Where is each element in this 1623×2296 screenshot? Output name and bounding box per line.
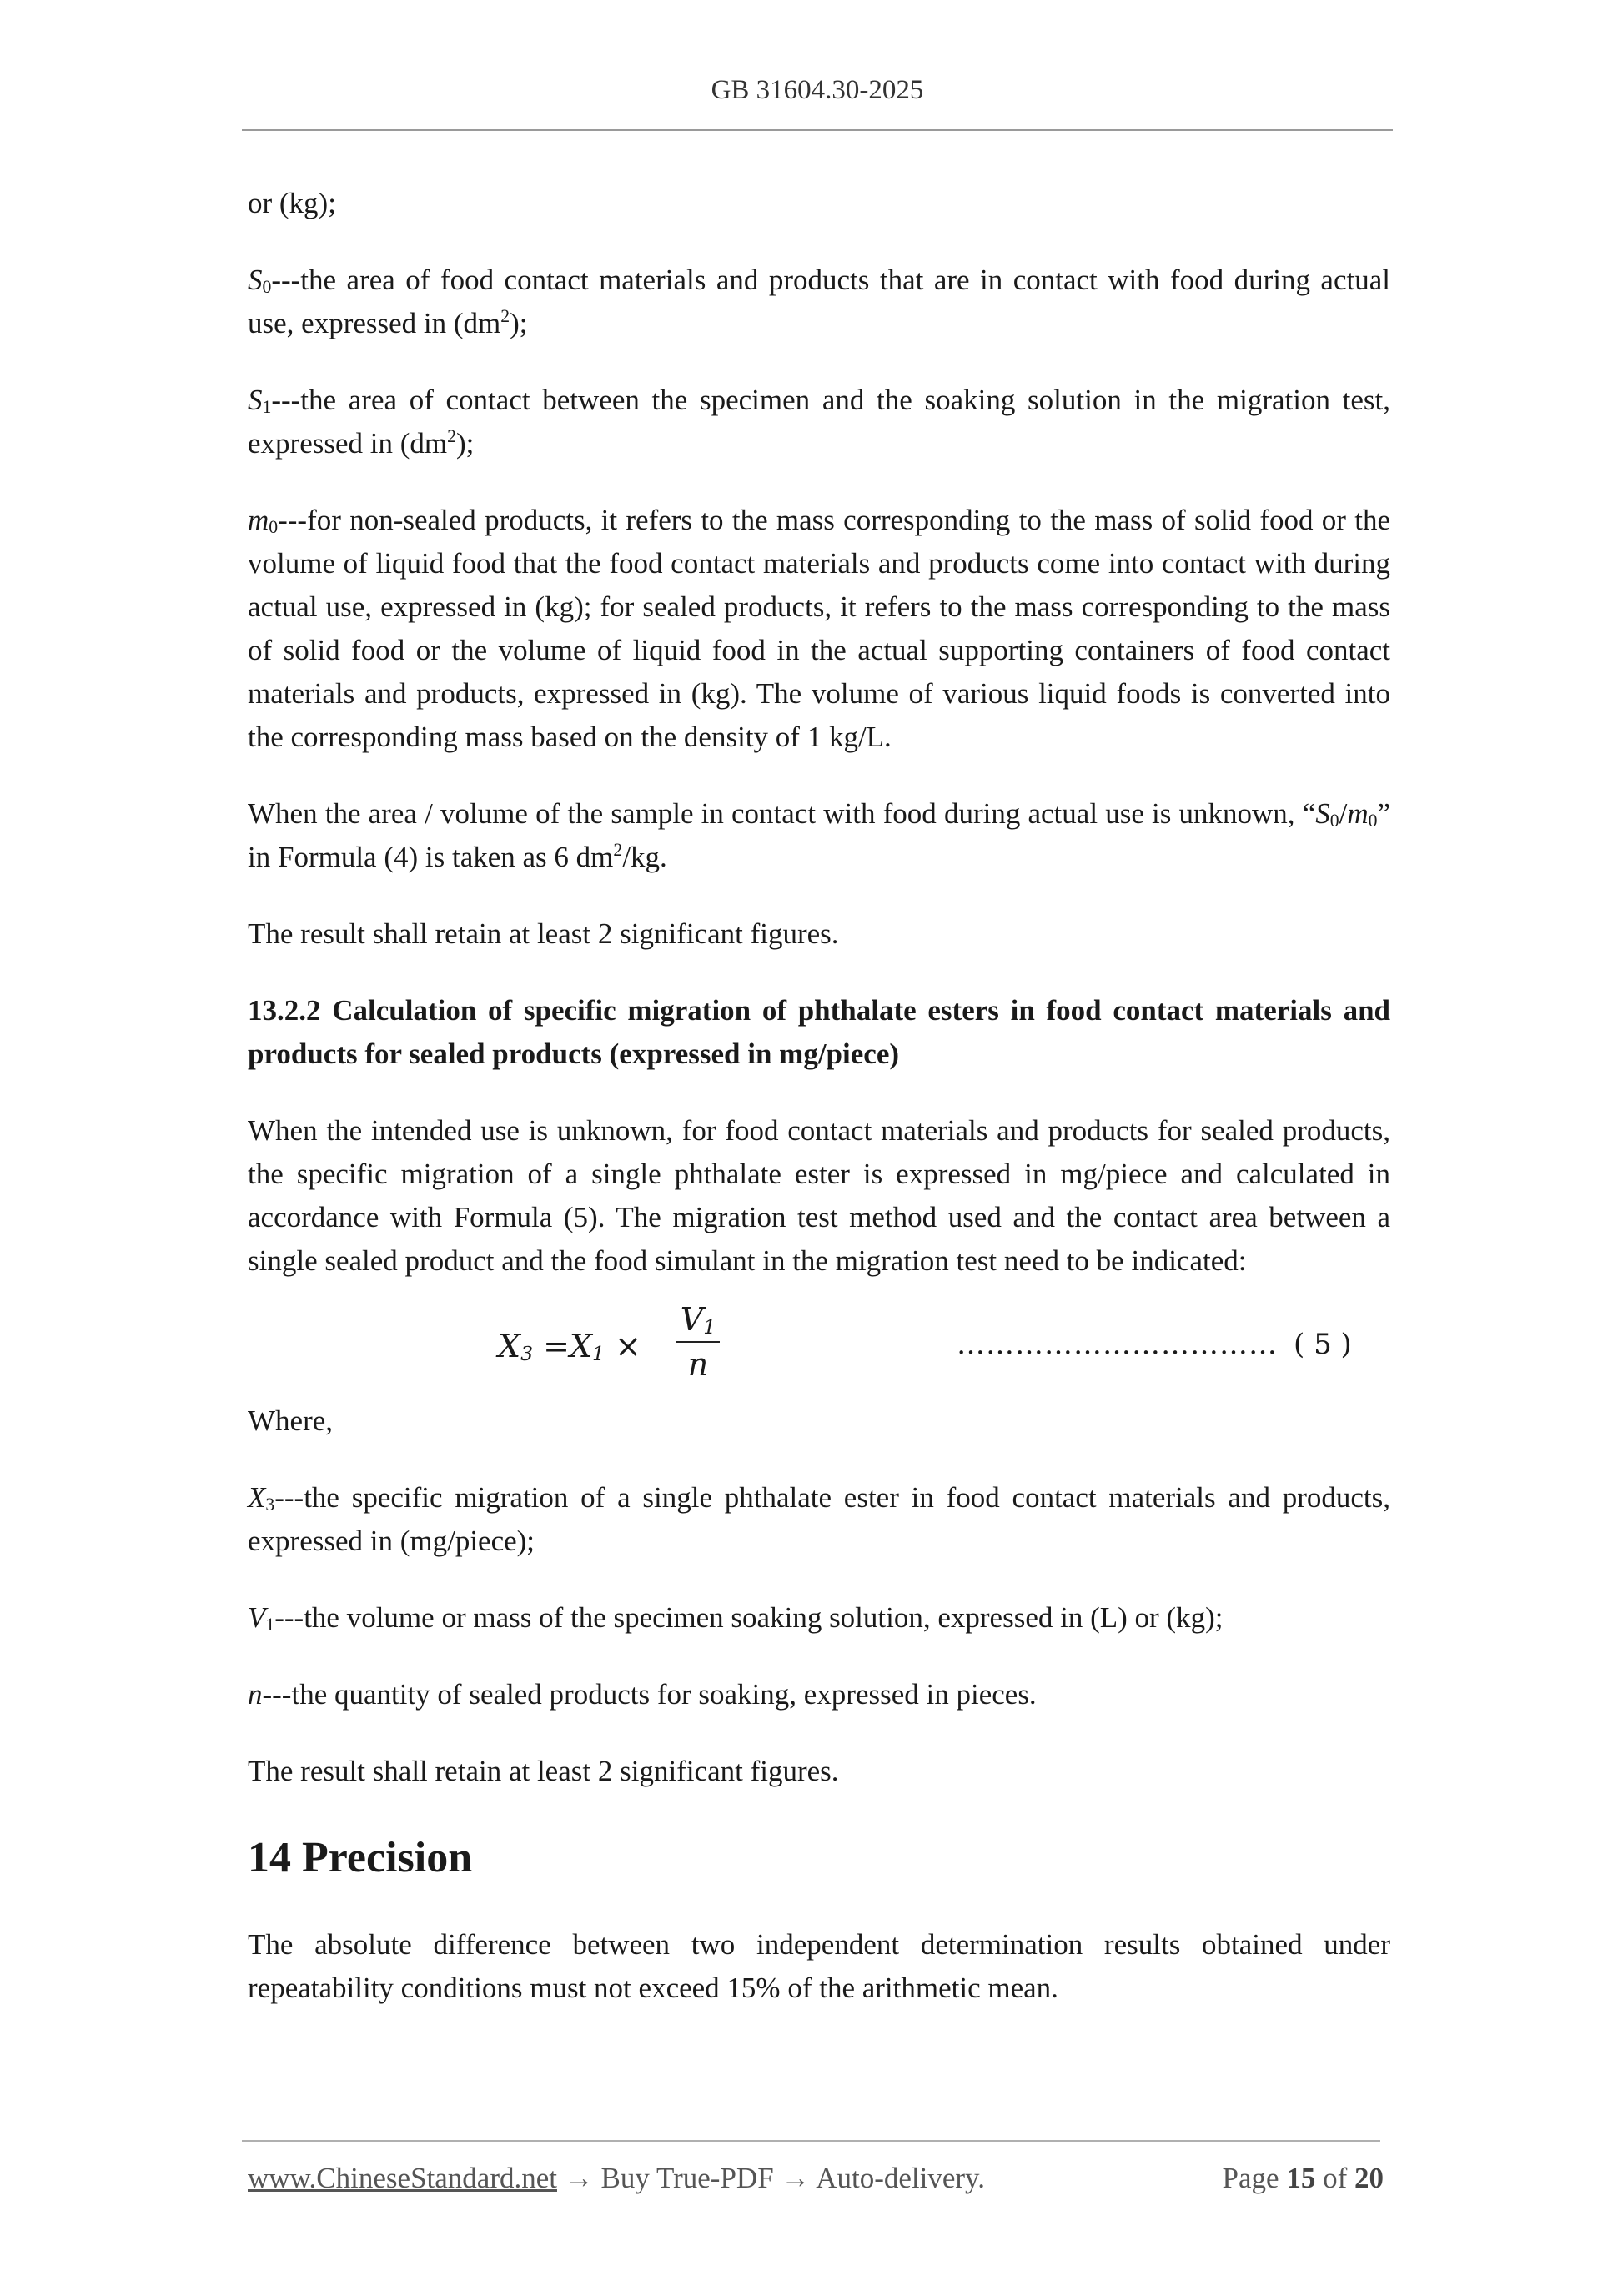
paragraph-unit-continuation: or (kg); — [248, 187, 336, 219]
subscript: 0 — [1329, 810, 1339, 831]
document-header: GB 31604.30-2025 — [711, 75, 924, 105]
subscript: 0 — [1368, 810, 1378, 831]
where-label: Where, — [248, 1404, 334, 1437]
definition-x3 — [248, 1476, 1390, 1563]
current-page: 15 — [1286, 2162, 1316, 2194]
paragraph-significant-figures: The result shall retain at least 2 significant figures. — [248, 917, 839, 950]
superscript: 2 — [500, 305, 510, 326]
definition-s1 — [248, 379, 1390, 465]
subscript: 1 — [265, 1614, 275, 1635]
subscript: 1 — [703, 1315, 716, 1339]
definition-text: ---the specific migration of a single phthalate ester in food contact materials and products, expressed in (mg/piece); — [248, 1481, 1390, 1557]
fraction-denominator: n — [687, 1346, 709, 1383]
page-label: Page — [1222, 2162, 1279, 2194]
footer-site-link[interactable]: www.ChineseStandard.net — [248, 2162, 557, 2194]
definition-n — [248, 1673, 1390, 1716]
subscript: 3 — [265, 1494, 275, 1515]
paragraph-significant-figures-2: The result shall retain at least 2 significant figures. — [248, 1755, 839, 1787]
definition-m0 — [248, 499, 1390, 759]
var-n: n — [248, 1678, 263, 1711]
footer-divider — [242, 2140, 1380, 2142]
formula-5 — [248, 1299, 1390, 1399]
definition-text: ---the volume or mass of the specimen soaking solution, expressed in (L) or (kg); — [274, 1601, 1224, 1634]
definition-v1 — [248, 1596, 1390, 1640]
page-content — [248, 182, 1390, 2010]
subscript: 1 — [592, 1342, 605, 1366]
var-v: V — [248, 1601, 266, 1634]
definition-text: ---for non-sealed products, it refers to the mass corresponding to the mass of solid food or the volume of liquid food that the food contact materials and products come into contact with during actual use, expressed in (kg); for sealed products, it refers to the mass corresponding to the mass of solid food or the volume of liquid food in the actual supporting containers of food contact materials and products, expressed in (kg). The volume of various liquid foods is converted into the corresponding mass based on the density of 1 kg/L. — [248, 504, 1390, 753]
formula-fraction — [673, 1299, 723, 1384]
text-part: ” in Formula (4) is taken as 6 dm — [248, 797, 1390, 873]
var-m: m — [1347, 797, 1369, 830]
paragraph-intended-use: When the intended use is unknown, for food contact materials and products for sealed products, the specific migration of a single phthalate ester is expressed in mg/piece and calculated in accordance with Formula (5). The migration test method used and the contact area between a single sealed product and the food simulant in the migration test need to be indicated: — [248, 1114, 1390, 1277]
var-x: X — [248, 1481, 266, 1514]
formula-lhs — [498, 1328, 641, 1364]
total-pages: 20 — [1354, 2162, 1384, 2194]
var-m: m — [248, 504, 269, 536]
superscript: 2 — [447, 425, 456, 446]
text-part: When the area / volume of the sample in contact with food during actual use is unknown, “ — [248, 797, 1316, 830]
var-s: S — [248, 264, 263, 296]
section-heading-14: 14 Precision — [248, 1834, 473, 1882]
var-x3: X — [498, 1328, 521, 1364]
section-heading-13-2-2: 13.2.2 Calculation of specific migration of phthalate esters in food contact materials and products for sealed products (expressed in mg/piece) — [248, 994, 1390, 1070]
times-sign: × — [615, 1328, 641, 1364]
var-v1: V — [680, 1301, 704, 1338]
page-footer — [248, 2162, 1384, 2195]
page-indicator — [1223, 2162, 1384, 2195]
footer-promo-text: → Buy True-PDF → Auto-delivery. — [557, 2162, 986, 2194]
of-label: of — [1323, 2162, 1348, 2194]
definition-text: ---the area of contact between the specimen and the soaking solution in the migration test, expressed in (dm — [248, 384, 1390, 460]
formula-leader-dots: …………………………… — [957, 1328, 1278, 1361]
header-divider — [242, 129, 1393, 131]
var-s: S — [248, 384, 263, 416]
slash: / — [1339, 797, 1348, 830]
fraction-numerator — [673, 1299, 723, 1339]
formula-number: ( 5 ) — [1294, 1328, 1352, 1361]
subscript: 1 — [262, 396, 272, 417]
superscript: 2 — [613, 839, 623, 860]
definition-text: ---the area of food contact materials and products that are in contact with food during actual use, expressed in (dm — [248, 264, 1390, 339]
subscript: 0 — [269, 516, 279, 537]
subscript: 3 — [520, 1342, 534, 1366]
equals-sign: = — [543, 1328, 570, 1364]
var-x1: X — [569, 1328, 593, 1364]
definition-end: ); — [455, 427, 475, 460]
fraction-bar — [676, 1341, 720, 1343]
definition-text: ---the quantity of sealed products for soaking, expressed in pieces. — [262, 1678, 1037, 1711]
definition-s0 — [248, 259, 1390, 345]
text-part: /kg. — [622, 841, 667, 873]
subscript: 0 — [262, 276, 272, 297]
paragraph-precision: The absolute difference between two independent determination results obtained under repeatability conditions must not exceed 15% of the arithmetic mean. — [248, 1928, 1390, 2004]
var-s: S — [1315, 797, 1330, 830]
paragraph-unknown-area — [248, 792, 1390, 879]
definition-end: ); — [510, 307, 528, 339]
